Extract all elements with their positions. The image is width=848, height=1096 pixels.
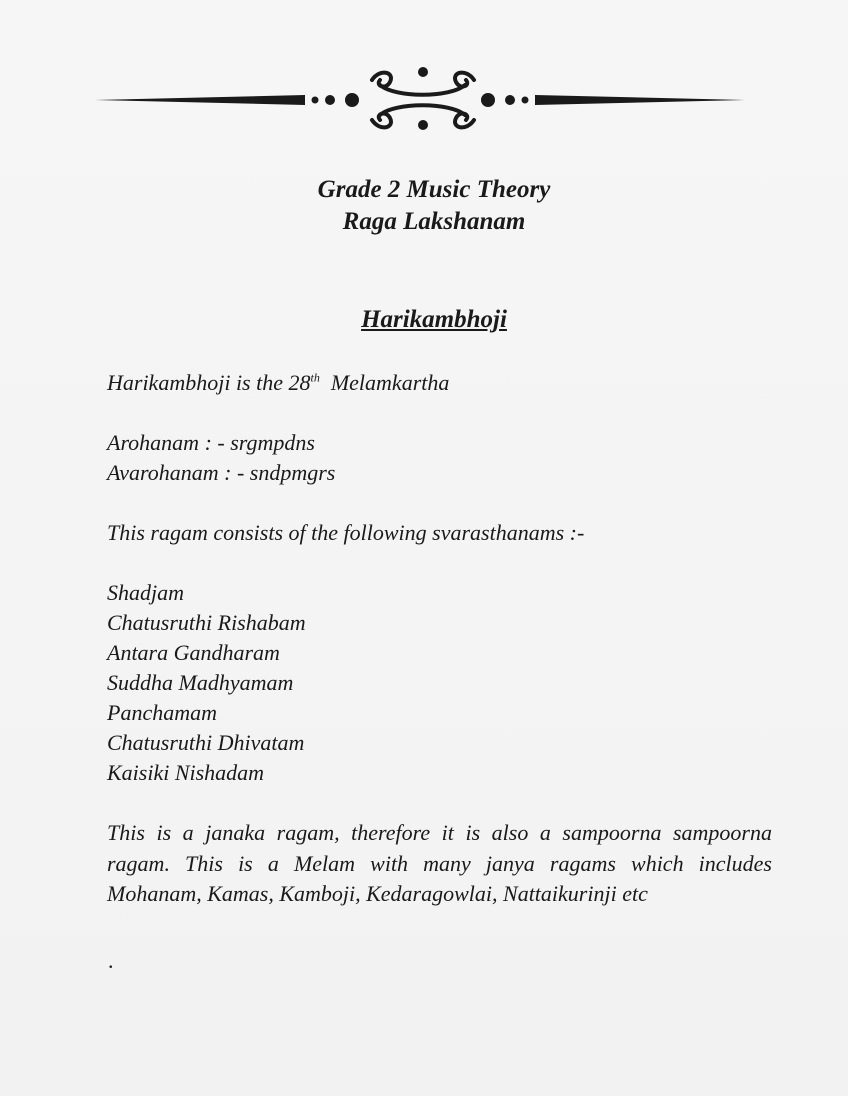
svarasthanam-item: Suddha Madhyamam [107,670,294,695]
svarasthanam-item: Kaisiki Nishadam [107,760,265,785]
trailing-mark: . [108,948,114,973]
description-paragraph: This is a janaka ragam, therefore it is also a sampoorna sampoorna ragam. This is a Melam with many janya ragams which includes Mohanam, Kamas, Kamboji, Kedaragowlai, Nattaikurinji etc [107,820,772,906]
svarasthanam-intro: This ragam consists of the following svarasthanams :- [107,520,585,545]
svarasthanam-item: Chatusruthi Dhivatam [107,730,305,755]
page-subtitle: Raga Lakshanam [342,208,526,235]
arohanam-line: Arohanam : - srgmpdns [107,430,315,455]
svarasthanam-item: Chatusruthi Rishabam [107,610,306,635]
raga-heading: Harikambhoji [361,306,507,333]
intro-superscript: th [310,370,320,385]
avarohanam-line: Avarohanam : - sndpmgrs [107,460,336,485]
intro-text: Harikambhoji is the 28 [107,370,311,395]
svarasthanam-item: Shadjam [107,580,184,605]
svarasthanam-item: Antara Gandharam [107,640,280,665]
page-title: Grade 2 Music Theory [317,176,551,203]
intro-tail: Melamkartha [330,370,450,395]
flourish-divider-icon [90,60,750,140]
intro-line [107,370,449,396]
svarasthanam-item: Panchamam [107,700,217,725]
